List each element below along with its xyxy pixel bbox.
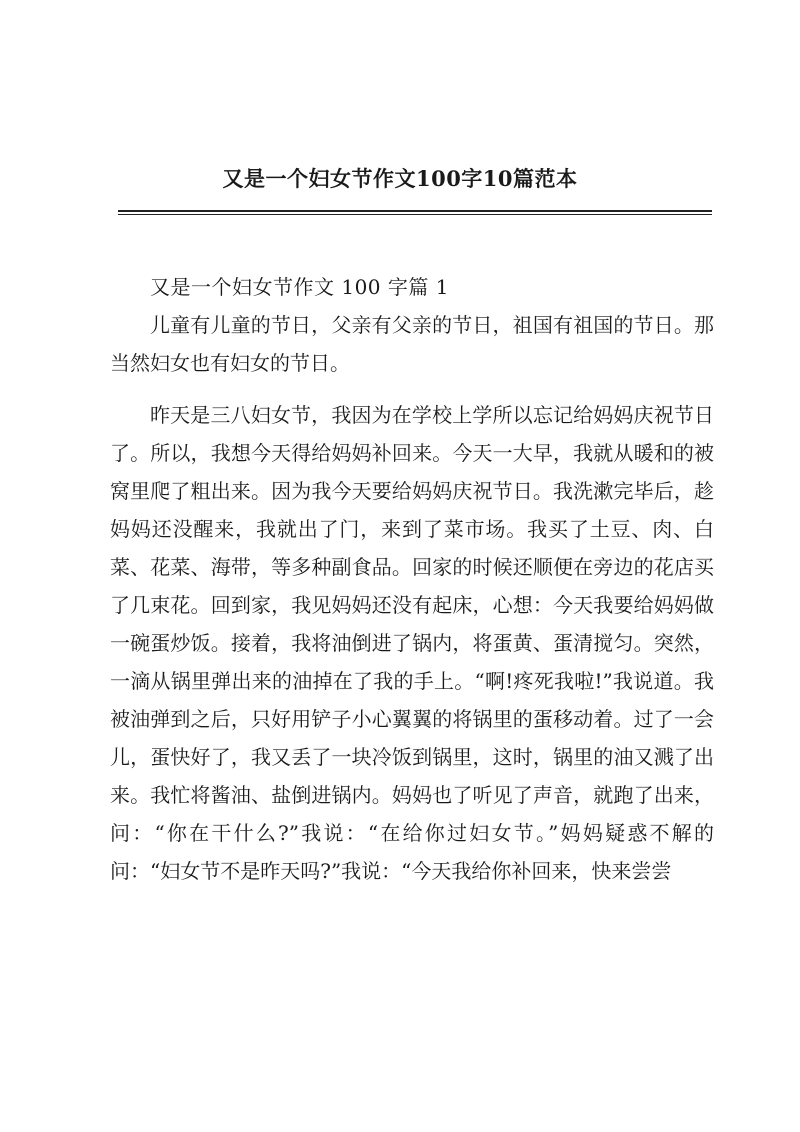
paragraph-2: 昨天是三八妇女节，我因为在学校上学所以忘记给妈妈庆祝节日了。所以，我想今天得给妈妈补回来。今天一大早，我就从暖和的被窝里爬了粗出来。因为我今天要给妈妈庆祝节日。我洗漱完毕后，趁妈妈还没醒来，我就出了门，来到了菜市场。我买了土豆、肉、白菜、花菜、海带，等多种副食品。回家的时候还顺便在旁边的花店买了几束花。回到家，我见妈妈还没有起床，心想：今天我要给妈妈做一碗蛋炒饭。接着，我将油倒进了锅内，将蛋黄、蛋清搅匀。突然，一滴从锅里弹出来的油掉在了我的手上。“啊!疼死我啦!”我说道。我被油弹到之后，只好用铲子小心翼翼的将锅里的蛋移动着。过了一会儿，蛋快好了，我又丢了一块冷饭到锅里，这时，锅里的油又溅了出来。我忙将酱油、盐倒进锅内。妈妈也了听见了声音，就跑了出来，问：“你在干什么?”我说：“在给你过妇女节。”妈妈疑惑不解的问：“妇女节不是昨天吗?”我说：“今天我给你补回来，快来尝尝 [110,403,714,883]
title-divider-thin [118,214,712,215]
section-heading: 又是一个妇女节作文 100 字篇 1 [150,275,449,299]
title-divider-thick [118,210,712,212]
document-body [110,268,714,904]
document-title: 又是一个妇女节作文100字10篇范本 [222,166,578,191]
paragraph-1: 儿童有儿童的节日，父亲有父亲的节日，祖国有祖国的节日。那当然妇女也有妇女的节日。 [110,313,714,375]
